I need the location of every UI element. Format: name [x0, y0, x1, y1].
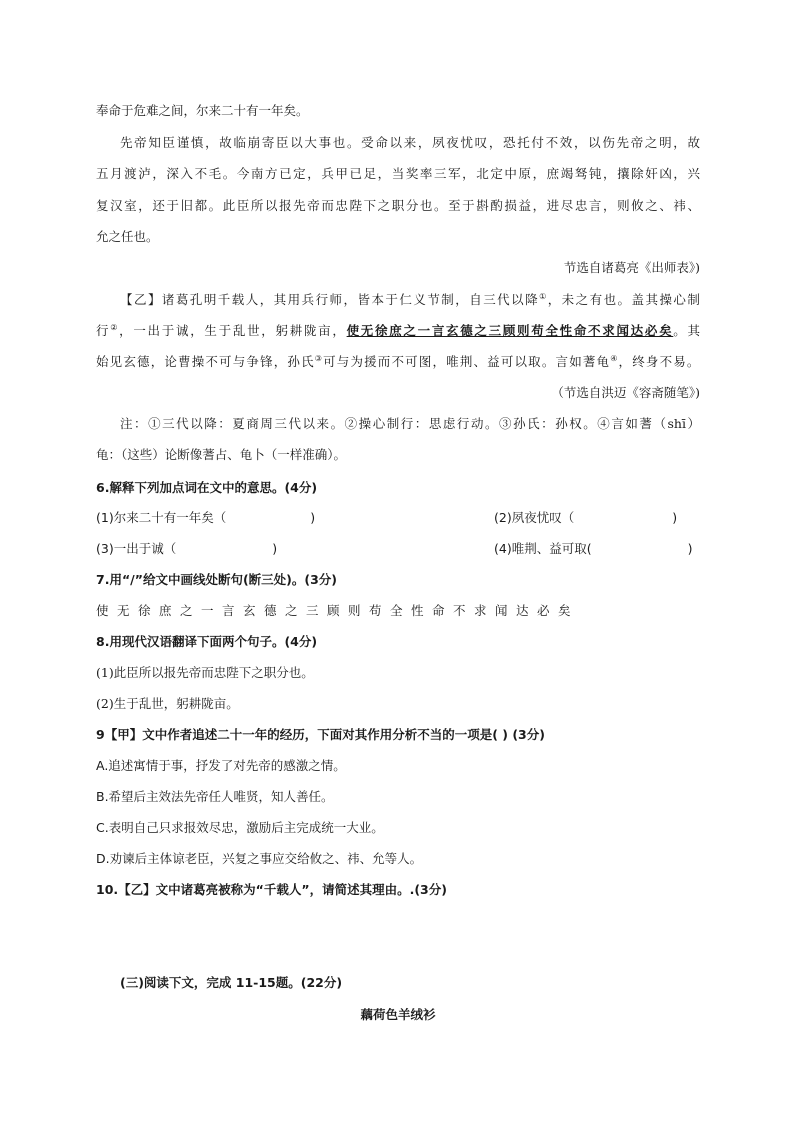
q7-sentence: 使无徐庶之一言玄德之三顾则苟全性命不求闻达必矣	[96, 603, 580, 618]
q7-title: 7.用“/”给文中画线处断句(断三处)。(3分)	[96, 572, 337, 587]
passage-jia-line-3: 五月渡泸，深入不毛。今南方已定，兵甲已足，当奖率三军，北定中原，庶竭驽钝，攘除奸凶，兴	[96, 166, 700, 181]
notes-line-1: 注：①三代以降：夏商周三代以来。②操心制行：思虑行动。③孙氏：孙权。④言如蓍（shī）	[120, 416, 700, 431]
passage-jia-source: 节选自诸葛亮《出师表》)	[563, 260, 700, 275]
q6-item-b: (2)夙夜忧叹（	[494, 510, 575, 525]
q9-title: 9【甲】文中作者追述二十一年的经历，下面对其作用分析不当的一项是( ) (3分)	[96, 727, 545, 742]
passage-yi-line-3: 始见玄德，论曹操不可与争锋，孙氏③可与为援而不可图，唯荆、益可以取。言如蓍龟④，终身不易。	[96, 353, 700, 369]
passage-yi-line-2-post: 。其	[673, 323, 700, 338]
q6-row-2	[96, 541, 700, 557]
section-3-article-title: 藕荷色羊绒衫	[360, 1007, 436, 1022]
q6-close-b: )	[672, 510, 678, 525]
q6-item-a: (1)尔来二十有一年矣（	[96, 510, 227, 525]
footnote-marker: ③	[314, 353, 324, 363]
notes-line-2: 龟：（这些）论断像蓍占、龟卜（一样准确）。	[96, 447, 347, 462]
q6-close-c: )	[272, 541, 278, 556]
q6-item-b-wrap	[494, 510, 677, 526]
q6-item-d-wrap	[494, 541, 692, 557]
footnote-marker: ②	[110, 322, 120, 332]
q6-close-d: )	[687, 541, 693, 556]
q6-item-c: (3)一出于诚（	[96, 541, 177, 556]
passage-jia-line-2: 先帝知臣谨慎，故临崩寄臣以大事也。受命以来，夙夜忧叹，恐托付不效，以伤先帝之明，故	[120, 135, 700, 150]
q10-answer-area[interactable]	[96, 905, 700, 965]
section-3-title: (三)阅读下文，完成 11-15题。(22分)	[120, 975, 343, 990]
q6-row-1	[96, 510, 700, 526]
q8-sentence-1: (1)此臣所以报先帝而忠陛下之职分也。	[96, 665, 314, 680]
passage-jia-line-1: 奉命于危难之间，尔来二十有一年矣。	[96, 103, 309, 118]
footnote-marker: ①	[539, 291, 548, 301]
q6-title: 6.解释下列加点词在文中的意思。(4分)	[96, 480, 318, 495]
passage-jia-line-5: 允之任也。	[96, 229, 159, 244]
q9-option-b: B.希望后主效法先帝任人唯贤，知人善任。	[96, 789, 334, 804]
underlined-sentence: 使无徐庶之一言玄德之三顾则苟全性命不求闻达必矣	[346, 323, 674, 338]
passage-yi-line-2-pre: 行②，一出于诚，生于乱世，躬耕陇亩，	[96, 322, 347, 338]
q9-option-a: A.追述寓情于事，抒发了对先帝的感激之情。	[96, 758, 346, 773]
q6-close-a: )	[310, 510, 316, 525]
footnote-marker: ④	[610, 353, 619, 363]
q10-title: 10.【乙】文中诸葛亮被称为“千载人”，请简述其理由。.(3分)	[96, 882, 447, 897]
passage-jia-line-4: 复汉室，还于旧都。此臣所以报先帝而忠陛下之职分也。至于斟酌损益，进尽忠言，则攸之、祎、	[96, 198, 700, 213]
passage-yi-source: （节选自洪迈《容斋随笔》)	[551, 385, 700, 400]
passage-yi-line-2	[96, 323, 700, 339]
passage-yi-line-1: 【乙】诸葛孔明千载人，其用兵行师，皆本于仁义节制，自三代以降①，未之有也。盖其操心制	[120, 291, 700, 307]
q8-sentence-2: (2)生于乱世，躬耕陇亩。	[96, 696, 239, 711]
q9-option-c: C.表明自己只求报效尽忠，激励后主完成统一大业。	[96, 820, 384, 835]
q9-option-d: D.劝谏后主体谅老臣，兴复之事应交给攸之、祎、允等人。	[96, 851, 423, 866]
q6-item-d: (4)唯荆、益可取(	[494, 541, 592, 556]
q8-title: 8.用现代汉语翻译下面两个句子。(4分)	[96, 634, 318, 649]
